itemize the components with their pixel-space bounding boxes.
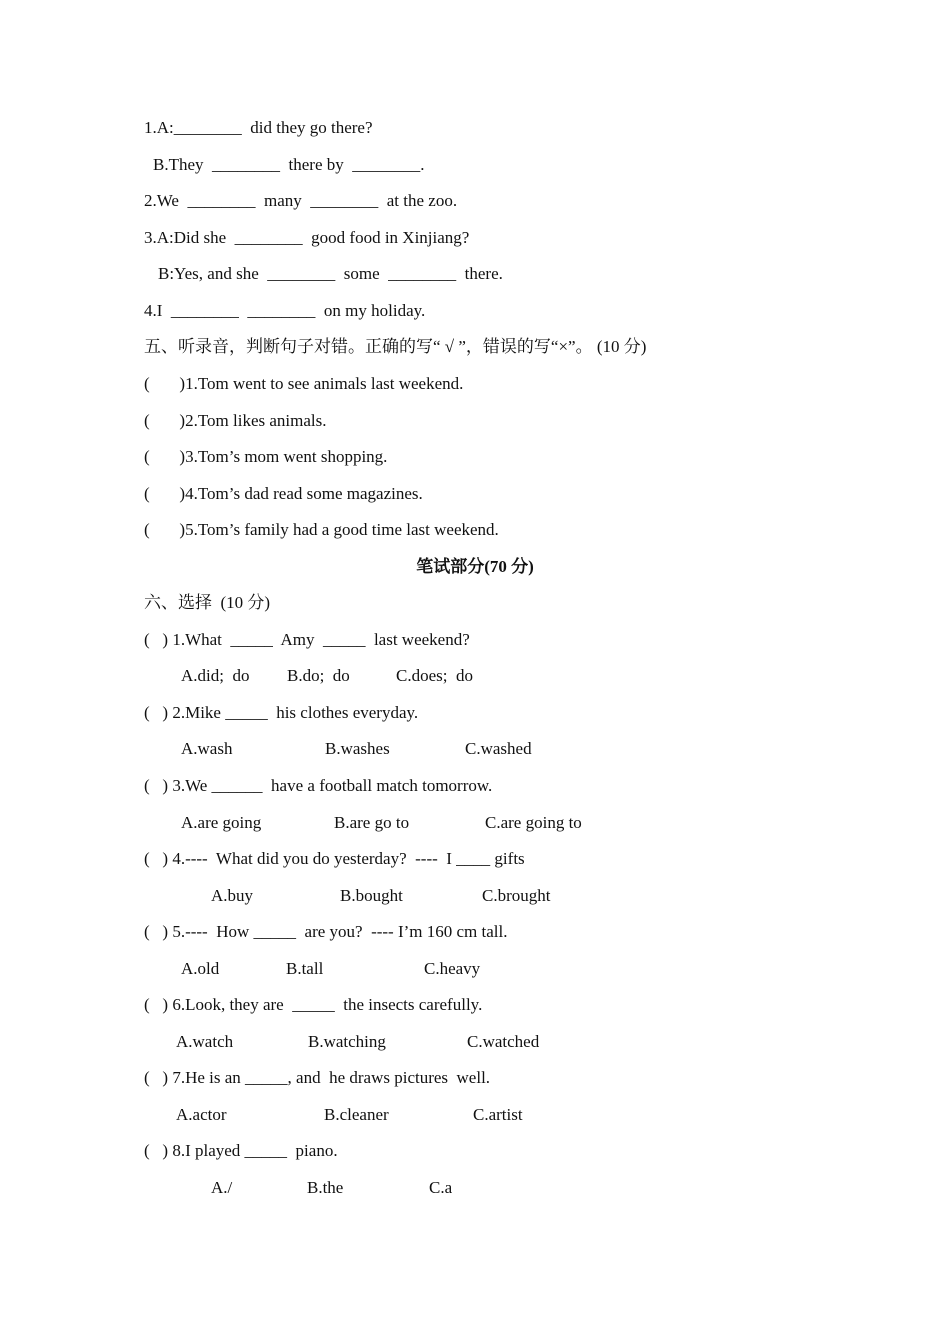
question-5: ( ) 5.---- How _____ are you? ---- I’m 160 cm tall. — [144, 922, 508, 941]
written-section-header: 笔试部分(70 分) — [416, 557, 534, 576]
q5-option-c: C.heavy — [424, 959, 481, 978]
fill-item-2: 2.We ________ many ________ at the zoo. — [144, 191, 458, 210]
q1-option-c: C.does; do — [396, 666, 473, 685]
q6-option-c: C.watched — [467, 1032, 540, 1051]
question-8: ( ) 8.I played _____ piano. — [144, 1141, 338, 1160]
q3-option-b: B.are go to — [334, 813, 410, 832]
section6-title: 六、选择 (10 分) — [144, 593, 271, 612]
question-6: ( ) 6.Look, they are _____ the insects carefully. — [144, 995, 483, 1014]
q6-option-a: A.watch — [176, 1032, 234, 1051]
q4-option-a: A.buy — [211, 886, 254, 905]
judge-item-2: ( )2.Tom likes animals. — [144, 411, 327, 430]
q5-option-b: B.tall — [286, 959, 324, 978]
q8-option-b: B.the — [307, 1178, 344, 1197]
section5-title: 五、听录音，判断句子对错。正确的写“ √ ”，错误的写“×”。 (10 分) — [144, 337, 647, 356]
question-2: ( ) 2.Mike _____ his clothes everyday. — [144, 703, 419, 722]
question-7: ( ) 7.He is an _____, and he draws pictures well. — [144, 1068, 491, 1087]
q5-option-a: A.old — [181, 959, 220, 978]
fill-item-3a: 3.A:Did she ________ good food in Xinjiang? — [144, 228, 470, 247]
q7-option-c: C.artist — [473, 1105, 523, 1124]
fill-item-1b: B.They ________ there by ________. — [153, 155, 425, 174]
question-1: ( ) 1.What _____ Amy _____ last weekend? — [144, 630, 470, 649]
q7-option-a: A.actor — [176, 1105, 227, 1124]
judge-item-5: ( )5.Tom’s family had a good time last weekend. — [144, 520, 499, 539]
judge-item-4: ( )4.Tom’s dad read some magazines. — [144, 484, 423, 503]
q2-option-c: C.washed — [465, 739, 532, 758]
q1-option-b: B.do; do — [287, 666, 350, 685]
q3-option-c: C.are going to — [485, 813, 582, 832]
fill-item-4: 4.I ________ ________ on my holiday. — [144, 301, 426, 320]
q2-option-a: A.wash — [181, 739, 233, 758]
question-4: ( ) 4.---- What did you do yesterday? ---- I ____ gifts — [144, 849, 525, 868]
q8-option-a: A./ — [211, 1178, 233, 1197]
judge-item-1: ( )1.Tom went to see animals last weekend. — [144, 374, 464, 393]
q4-option-c: C.brought — [482, 886, 551, 905]
q2-option-b: B.washes — [325, 739, 390, 758]
fill-item-3b: B:Yes, and she ________ some ________ there. — [158, 264, 503, 283]
q4-option-b: B.bought — [340, 886, 403, 905]
q7-option-b: B.cleaner — [324, 1105, 389, 1124]
q8-option-c: C.a — [429, 1178, 453, 1197]
judge-item-3: ( )3.Tom’s mom went shopping. — [144, 447, 388, 466]
fill-item-1a: 1.A:________ did they go there? — [144, 118, 373, 137]
q6-option-b: B.watching — [308, 1032, 386, 1051]
q1-option-a: A.did; do — [181, 666, 250, 685]
question-3: ( ) 3.We ______ have a football match tomorrow. — [144, 776, 493, 795]
q3-option-a: A.are going — [181, 813, 262, 832]
